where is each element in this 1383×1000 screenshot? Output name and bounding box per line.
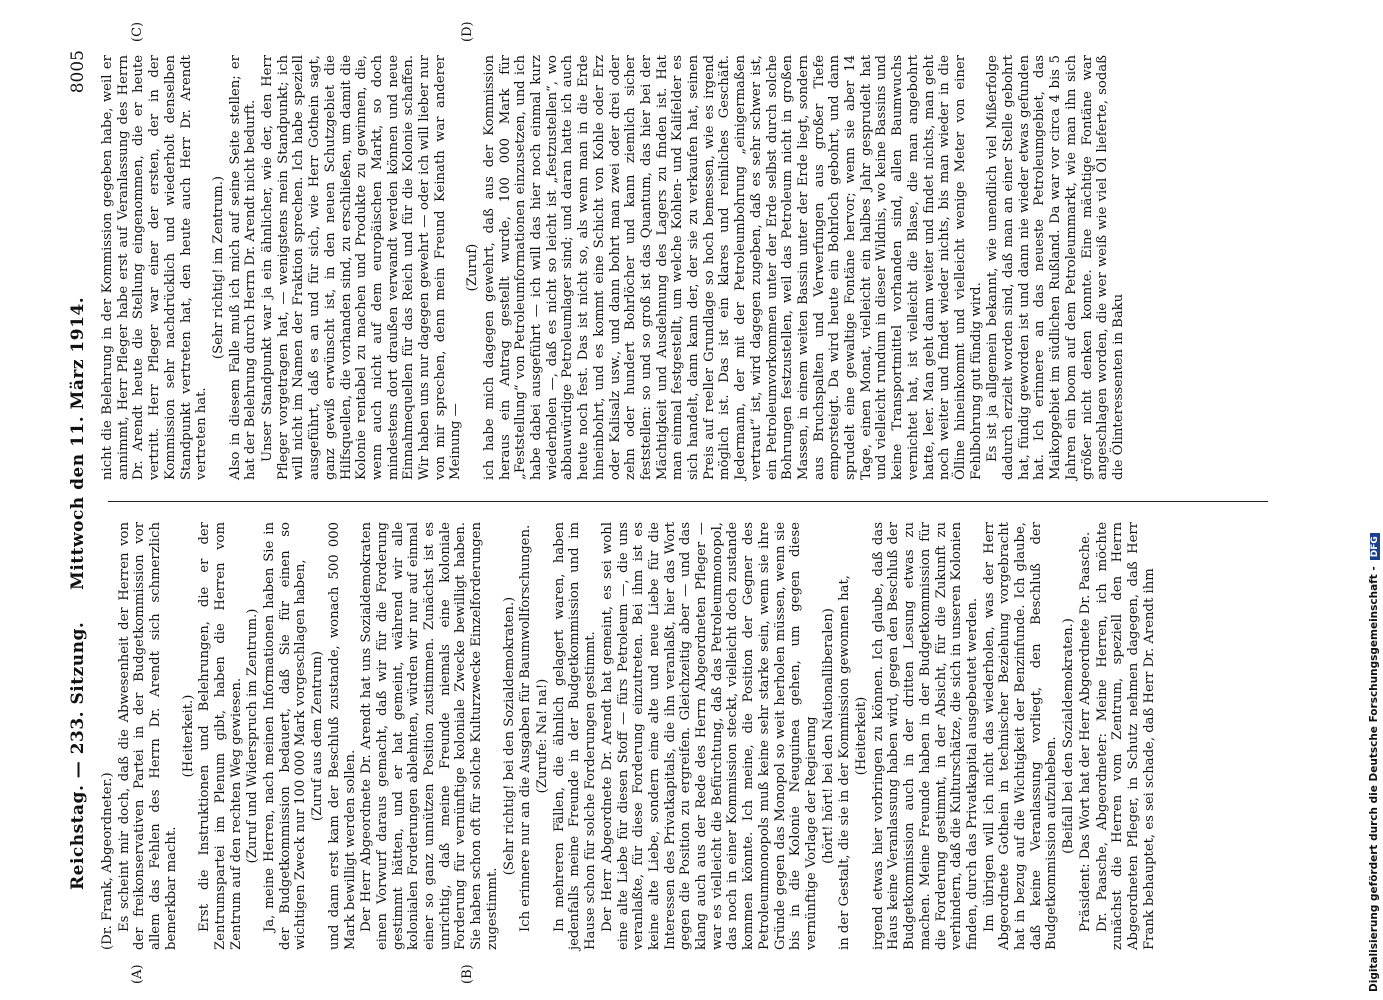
paragraph: Dr. Paasche, Abgeordneter: Meine Herren, ich möchte zunächst die Herren vom Zentrum, speziell den Herrn Abgeordneten Pfleger, in Schutz nehmen dagegen, daß Herr Frank behauptet, es sei schade, daß Herr Dr. Arendt ihm <box>1094 517 1157 950</box>
paragraph: Ja, meine Herren, nach meinen Informationen haben Sie in der Budgetkommission bedauert, daß Sie für einen so wichtigen Zweck nur 100 000 Mark vorgeschlagen haben, <box>262 517 309 950</box>
paragraph: Der Herr Abgeordnete Dr. Arendt hat gemeint, es sei wohl eine alte Liebe für diesen Stoff — fürs Petroleum —, die uns veranlaßte, für diese Forderung einzutreten. Bei ihm ist es keine alte Liebe, sondern eine alte und neue Liebe für die Interessen des Privatkapitals, die ihn veranlaßt, hier das Wort gegen die Position zu ergreifen. Gleichzeitig aber — und das klang auch aus der Rede des Herrn Abgeordneten Pfleger — war es vielleicht die Befürchtung, daß das Petroleummonopol, das noch in einer Kommission steckt, vielleicht doch zustande kommen könnte. Ich meine, die Position der Gegner des Petroleummonopols muß keine sehr starke sein, wenn sie ihre Gründe gegen das Monopol so weit herholen müssen, wenn sie bis in die Kolonie Neuguinea gehen, um gegen diese vernünftige Vorlage der Regierung <box>599 517 819 950</box>
paragraph: (Zurufe: Na! na!) <box>534 678 550 794</box>
paragraph: (Zuruf) <box>465 243 481 292</box>
paragraph: Es ist ja allgemein bekannt, wie unendlich viel Mißerfolge dadurch erzielt worden sind, daß man an einer Stelle gebohrt hat, fündig geworden ist und dann nie wieder etwas gefunden hat. Ich erinnere an das neueste Petroleumgebiet, das Maikopgebiet im südlichen Rußland. Da war vor circa 4 bis 5 Jahren ein boom auf dem Petroleummarkt, wie man ihn sich größer nicht denken konnte. Eine mächtige Fontäne war angeschlagen worden, die wer weiß wie viel Öl lieferte, sodaß die Ölinteressenten in Baku <box>985 50 1126 480</box>
dfg-logo: DFG <box>1370 533 1380 560</box>
credit-text: Digitalisierung gefördert durch die Deutsche Forschungsgemeinschaft - <box>1368 566 1380 992</box>
paragraph: und dann erst kam der Beschluß zustande, wonach 500 000 Mark bewilligt werden sollen. <box>326 517 358 950</box>
paragraph: (Zuruf aus dem Zentrum) <box>310 650 326 822</box>
margin-mark-a: (A) <box>130 964 145 984</box>
paragraph: Ich erinnere nur an die Ausgaben für Baumwollforschungen. <box>518 524 534 932</box>
paragraph: In mehreren Fällen, die ähnlich gelagert waren, haben jedenfalls meine Freunde in der Budgetkommission und im Hause schon für solche Forderungen gestimmt. <box>551 517 599 950</box>
paragraph: irgend etwas hier vorbringen zu können. Ich glaube, daß das Haus keine Veranlassung haben wird, gegen den Beschluß der Budgetkommission auch in der dritten Lesung etwas zu machen. Meine Freunde haben in der Budgetkommission für die Forderung gestimmt, in der Absicht, für die Zukunft zu verhindern, daß die Kulturschätze, die sich in unseren Kolonien finden, durch das Privatkapital ausgebeutet werden. <box>870 517 980 950</box>
paragraph: (hört! hört! bei den Nationalliberalen) <box>820 608 836 864</box>
column-divider <box>108 501 1268 502</box>
paragraph: (Heiterkeit) <box>854 696 870 776</box>
header-left-title: Reichstag. — 233. Sitzung. <box>68 621 88 890</box>
paragraph: in der Gestalt, die sie in der Kommission gewonnen hat, <box>837 575 853 950</box>
paragraph: Es scheint mir doch, daß die Abwesenheit der Herren von der freikonservativen Partei in der Budgetkommission vor allem das Fehlen des Herrn Dr. Arendt sich schmerzlich bemerkbar macht. <box>116 517 179 950</box>
margin-mark-b: (B) <box>460 964 475 984</box>
text-column-right <box>100 50 1280 480</box>
rotated-page-content <box>60 21 1290 984</box>
paragraph: Also in diesem Falle muß ich mich auf seine Seite stellen; er hat der Belehrung durch Herrn Dr. Arendt nicht bedurft. <box>227 50 259 480</box>
paragraph: Der Herr Abgeordnete Dr. Arendt hat uns Sozialdemokraten einen Vorwurf daraus gemacht, daß wir für die Forderung gestimmt hätten, und er hat gemeint, während wir alle kolonialen Forderungen ablehnten, würden wir nur auf einmal einer so ganz unnützen Position zustimmen. Zunächst ist es unrichtig, daß meine Freunde niemals eine koloniale Forderung für vernünftige koloniale Zwecke bewilligt haben. Sie haben schon oft für solche Kulturzwecke Einzelforderungen zugestimmt. <box>359 517 500 950</box>
text-column-left <box>100 517 1280 950</box>
paragraph: (Dr. Frank, Abgeordneter.) <box>100 772 115 950</box>
paragraph: (Heiterkeit.) <box>180 694 196 778</box>
margin-mark-d: (D) <box>460 21 475 42</box>
paragraph: (Beifall bei den Sozialdemokraten.) <box>1061 618 1077 854</box>
paragraph: Unser Standpunkt war ja ein ähnlicher, wie der, den Herr Pfleger vorgetragen hat, — wenigstens mein Standpunkt; ich will nicht im Namen der Fraktion sprechen. Ich habe speziell ausgeführt, daß es an und für sich, wie Herr Gothein sagt, ganz gewiß erwünscht ist, in den neuen Schutzgebiet die Hilfsquellen, die vorhanden sind, zu erschließen, um damit die Kolonie rentabel zu machen und Produkte zu gewinnen, die, wenn auch nicht auf dem europäischen Markt, so doch mindestens dort draußen verwandt werden können und neue Einnahmequellen für das Reich und für die Kolonie schaffen. Wir haben uns nur dagegen gewehrt — oder ich will lieber nur von mir sprechen, denn mein Freund Keinath war anderer Meinung — <box>260 50 464 480</box>
page-number: 8005 <box>68 50 88 94</box>
margin-mark-c: (C) <box>130 21 145 42</box>
digitization-credit <box>1368 533 1380 992</box>
header-right-title: Mittwoch den 11. März 1914. <box>68 296 88 590</box>
paragraph: (Sehr richtig! im Zentrum.) <box>210 175 226 360</box>
paragraph: (Sehr richtig! bei den Sozialdemokraten.) <box>501 596 517 876</box>
paragraph: ich habe mich dagegen gewehrt, daß aus der Kommission heraus ein Antrag gestellt wurde, 100 000 Mark für „Feststellung“ von Petroleumformationen einzusetzen, und ich habe dabei ausgeführt — ich will das hier noch einmal kurz wiederholen —, daß es nicht so leicht ist „festzustellen“, wo abbauwürdige Petroleumlager sind; und daran hatte ich auch heute noch fest. Das ist nicht so, als wenn man in die Erde hineinbohrt, und es kommt eine Schicht von Kohle oder Erz oder Kalisalz usw., und dann bohrt man zwei oder drei oder zehn oder hundert Bohrlöcher und kann ziemlich sicher feststellen: so und so groß ist das Quantum, das hier bei der Mächtigkeit und Ausdehnung des Lagers zu finden ist. Hat man einmal festgestellt, um welche Kohlen- und Kalifelder es sich handelt, dann kann der, der sie zu verkaufen hat, seinen Preis auf reeller Grundlage so hoch bemessen, wie es irgend möglich ist. Das ist ein klares und reinliches Geschäft. Jedermann, der mit der Petroleumbohrung „einigermaßen vertraut“ ist, wird dagegen zugeben, daß es sehr schwer ist, ein Petroleumvorkommen unter der Erde selbst durch solche Bohrungen festzustellen, weil das Petroleum nicht in großen Massen, in einem weiten Bassin unter der Erde liegt, sondern aus Bruchspalten und Verwerfungen aus großer Tiefe emporsteigt. Da wird heute ein Bohrloch gebohrt, und dann sprudelt eine gewaltige Fontäne hervor; wenn sie aber 14 Tage, einen Monat, vielleicht ein halbes Jahr gesprudelt hat und vielleicht rundum in dieser Wildnis, wo keine Bassins und keine Transportmittel vorhanden sind, allen Baumwuchs vernichtet hat, ist vielleicht die Blase, die man angebohrt hatte, leer. Man geht dann weiter und findet nichts, man geht noch weiter und findet wieder nichts, bis man wieder in die Ölline hineinkommt und vielleicht wenige Meter von einer Fehlbohrung gut fündig wird. <box>481 50 984 480</box>
paragraph: Erst die Instruktionen und Belehrungen, die er der Zentrumspartei im Plenum gibt, haben die Herren vom Zentrum auf den rechten Weg gewiesen. <box>197 517 244 950</box>
paragraph: nicht die Belehrung in der Kommission gegeben habe, weil er annimmt, Herr Pfleger habe erst auf Veranlassung des Herrn Dr. Arendt heute die Stellung eingenommen, die er heute vertritt. Herr Pfleger war einer der ersten, der in der Kommission sehr nachdrücklich und wiederholt denselben Standpunkt vertreten hat, den heute auch Herr Dr. Arendt vertreten hat. <box>100 50 210 480</box>
page-header <box>60 50 100 950</box>
paragraph: Im übrigen will ich nicht das wiederholen, was der Herr Abgeordnete Gothein in technischer Beziehung vorgebracht hat in bezug auf die Wichtigkeit der Benzinfunde. Ich glaube, daß keine Veranlassung vorliegt, den Beschluß der Budgetkommission aufzuheben. <box>981 517 1060 950</box>
paragraph: (Zuruf und Widerspruch im Zentrum.) <box>245 608 261 864</box>
paragraph: Präsident: Das Wort hat der Herr Abgeordnete Dr. Paasche. <box>1077 531 1093 932</box>
